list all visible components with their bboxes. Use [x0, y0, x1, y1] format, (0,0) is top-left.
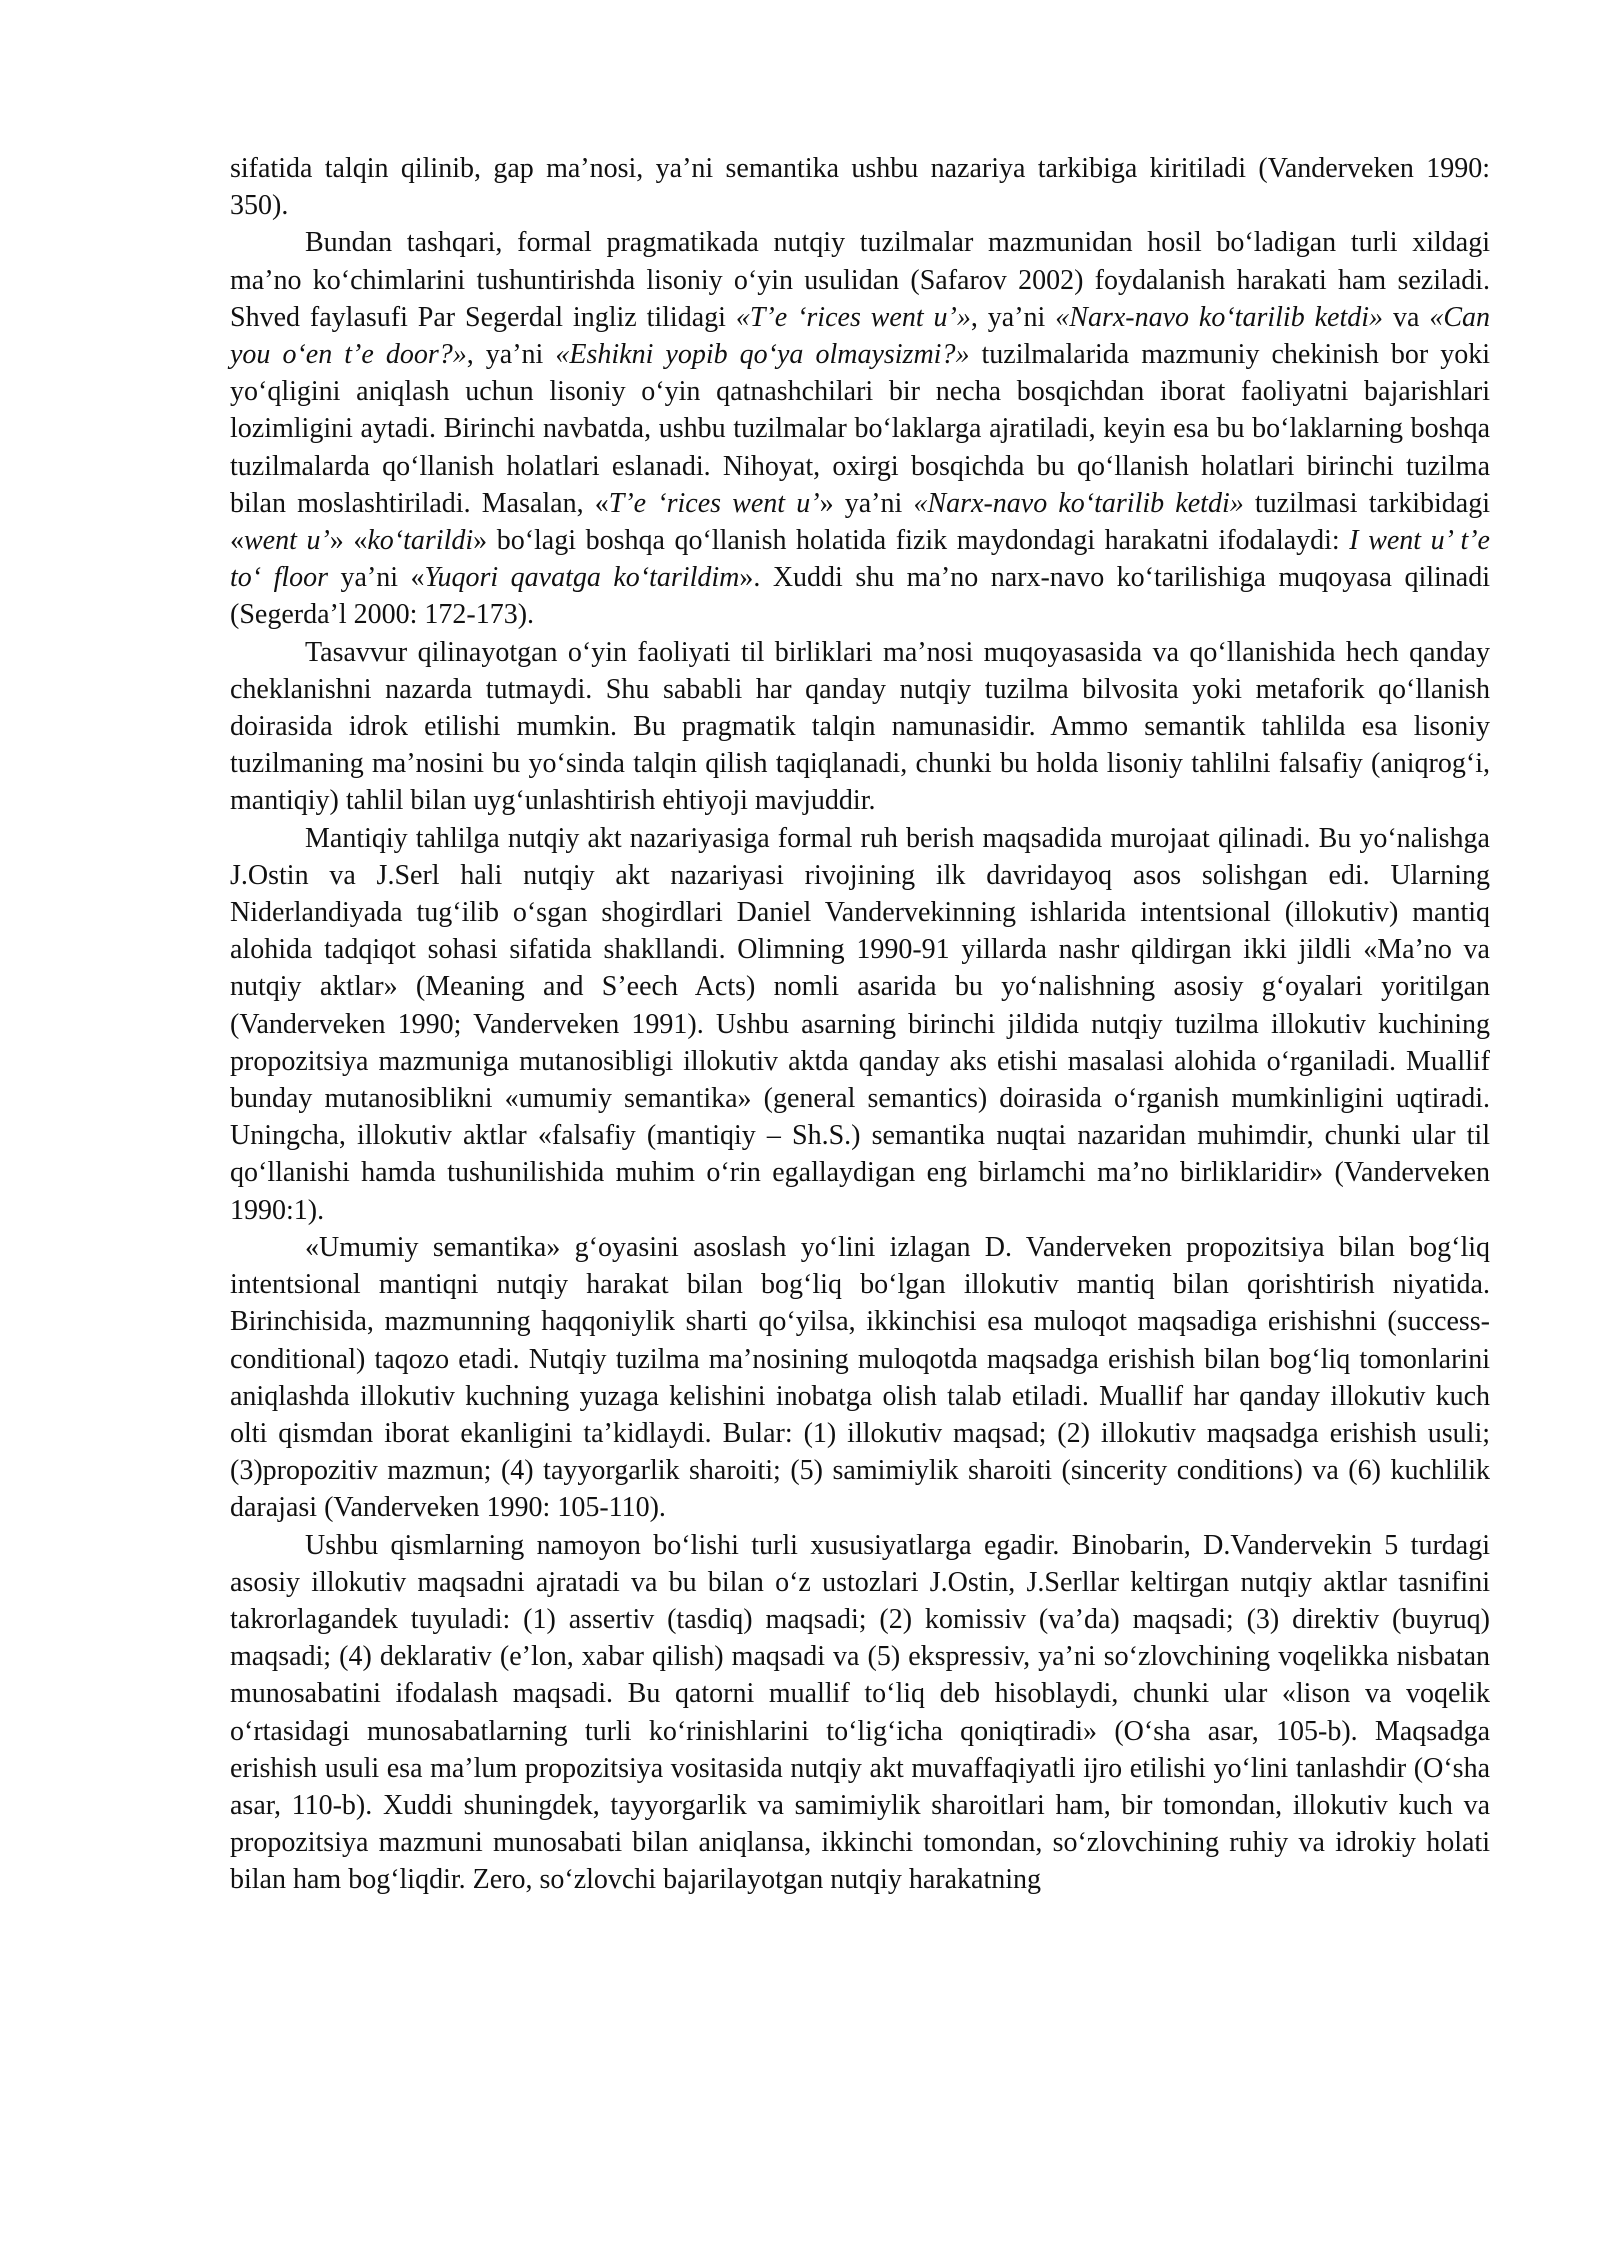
italic-quote: T’e ‘rices went u’	[608, 487, 820, 519]
text-run: Ushbu qismlarning namoyon bo‘lishi turli xususiyatlarga egadir. Binobarin, D.Vandervekin 5 turdagi asosiy illokutiv maqsadni ajratadi va bu bilan o‘z ustozlari J.Ostin, J.Serllar keltirgan nutqiy aktlar tasnifini takrorlagandek tuyuladi: (1) assertiv (tasdiq) maqsadi; (2) komissiv (va’da) maqsadi; (3) direktiv (buyruq) maqsadi; (4) deklarativ (e’lon, xabar qilish) maqsadi va (5) ekspressiv, ya’ni so‘zlovchining voqelikka nisbatan munosabatini ifodalash maqsadi. Bu qatorni muallif to‘liq deb hisoblaydi, chunki ular «lison va voqelik o‘rtasidagi munosabatlarning turli ko‘rinishlarini to‘lig‘icha qoniqtiradi» (O‘sha asar, 105-b). Maqsadga erishish usuli esa ma’lum propozitsiya vositasida nutqiy akt muvaffaqiyatli ijro etilishi yo‘lini tanlashdir (O‘sha asar, 110-b). Xuddi shuningdek, tayyorgarlik va samimiylik sharoitlari ham, bir tomondan, illokutiv kuch va propozitsiya mazmuni munosabati bilan aniqlansa, ikkinchi tomondan, so‘zlovchining ruhiy va idrokiy holati bilan ham bog‘liqdir. Zero, so‘zlovchi bajarilayotgan nutqiy harakatning	[230, 1529, 1490, 1896]
text-run: tuzilmalarida mazmuniy chekinish bor yoki yo‘qligini aniqlash uchun lisoniy o‘yin qatnashchilari bir necha bosqichdan iborat faoliyatni bajarishlari lozimligini aytadi. Birinchi navbatda, ushbu tuzilmalar bo‘laklarga ajratiladi, keyin esa bu bo‘laklarning boshqa tuzilmalarda qo‘llanish holatlari eslanadi. Nihoyat, oxirgi bosqichda bu qo‘llanish holatlari birinchi tuzilma bilan moslashtiriladi. Masalan, «	[230, 339, 1491, 519]
text-run: ». Xuddi shu ma’no narx-navo ko‘tarilishiga muqoyasa qilinadi (Segerda’l 2000: 172-173).	[230, 562, 1490, 631]
italic-quote: «T’e ‘rices went u’»	[735, 301, 971, 333]
text-run: , ya’ni	[970, 301, 1056, 333]
italic-quote: I went u’ t’e to‘ floor	[230, 525, 1490, 594]
text-run: «Umumiy semantika» g‘oyasini asoslash yo‘lini izlagan D. Vanderveken propozitsiya bilan bog‘liq intentsional mantiqni nutqiy harakat bilan bog‘liq bo‘lgan illokutiv mantiq bilan qorishtirish niyatida. Birinchisida, mazmunning haqqoniylik sharti qo‘yilsa, ikkinchisi esa muloqot maqsadiga erishishni (success- conditional) taqozo etadi. Nutqiy tuzilma ma’nosining muloqotda maqsadga erishish bilan bog‘liq tomonlarini aniqlashda illokutiv kuchning yuzaga kelishini inobatga olish talab etiladi. Muallif har qanday illokutiv kuch olti qismdan iborat ekanligini ta’kidlaydi. Bular: (1) illokutiv maqsad; (2) illokutiv maqsadga erishish usuli; (3)propozitiv mazmun; (4) tayyorgarlik sharoiti; (5) samimiylik sharoiti (sincerity conditions) va (6) kuchlilik darajasi (Vanderveken 1990: 105-110).	[230, 1231, 1490, 1524]
italic-quote: «Can you o‘en t’e door?»	[230, 301, 1490, 371]
text-run: sifatida talqin qilinib, gap ma’nosi, ya’ni semantika ushbu nazariya tarkibiga kiritiladi (Vanderveken 1990: 350).	[230, 153, 1490, 222]
body-paragraph	[230, 150, 1490, 224]
italic-quote: Yuqori qavatga ko‘tarildim	[424, 562, 740, 594]
text-run: » ya’ni	[819, 487, 914, 519]
body-paragraph	[230, 1229, 1490, 1527]
italic-quote: ko‘tarildi	[367, 525, 474, 557]
italic-quote: «Narx-navo ko‘tarilib ketdi»	[1055, 301, 1384, 333]
text-run: va	[1383, 301, 1430, 333]
body-paragraph	[230, 634, 1490, 820]
text-run: tuzilmasi tarkibidagi «	[230, 487, 1490, 557]
body-paragraph	[230, 1527, 1490, 1899]
text-run: Mantiqiy tahlilga nutqiy akt nazariyasiga formal ruh berish maqsadida murojaat qilinadi. Bu yo‘nalishga J.Ostin va J.Serl hali nutqiy akt nazariyasi rivojining ilk davridayoq asos solishgan edi. Ularning Niderlandiyada tug‘ilib o‘sgan shogirdlari Daniel Vandervekinning ishlarida intentsional (illokutiv) mantiq alohida tadqiqot sohasi sifatida shakllandi. Olimning 1990-91 yillarda nashr qildirgan ikki jildli «Ma’no va nutqiy aktlar» (Meaning and S’eech Acts) nomli asarida bu yo‘nalishning asosiy g‘oyalari yoritilgan (Vanderveken 1990; Vanderveken 1991). Ushbu asarning birinchi jildida nutqiy tuzilma illokutiv kuchining propozitsiya mazmuniga mutanosibligi illokutiv aktda qanday aks etishi masalasi alohida o‘rganiladi. Muallif bunday mutanosiblikni «umumiy semantika» (general semantics) doirasida o‘rganish mumkinligini uqtiradi. Uningcha, illokutiv aktlar «falsafiy (mantiqiy – Sh.S.) semantika nuqtai nazaridan muhimdir, chunki ular til qo‘llanishi hamda tushunilishida muhim o‘rin egallaydigan eng birlamchi ma’no birliklaridir» (Vanderveken 1990:1).	[230, 822, 1490, 1226]
italic-quote: «Eshikni yopib qo‘ya olmaysizmi?»	[555, 339, 970, 371]
body-paragraph	[230, 820, 1490, 1229]
body-paragraph	[230, 224, 1490, 633]
text-run: Bundan tashqari, formal pragmatikada nutqiy tuzilmalar mazmunidan hosil bo‘ladigan turli xildagi ma’no ko‘chimlarini tushuntirishda lisoniy o‘yin usulidan (Safarov 2002) foydalanish harakati ham seziladi. Shved faylasufi Par Segerdal ingliz tilidagi	[230, 227, 1490, 333]
text-run: ya’ni «	[328, 562, 425, 594]
document-page	[230, 150, 1490, 1899]
text-run: Tasavvur qilinayotgan o‘yin faoliyati til birliklari ma’nosi muqoyasasida va qo‘llanishida hech qanday cheklanishni nazarda tutmaydi. Shu sababli har qanday nutqiy tuzilma bilvosita yoki metaforik qo‘llanish doirasida idrok etilishi mumkin. Bu pragmatik talqin namunasidir. Ammo semantik tahlilda esa lisoniy tuzilmaning ma’nosini bu yo‘sinda talqin qilish taqiqlanadi, chunki bu holda lisoniy tahlilni falsafiy (aniqrog‘i, mantiqiy) tahlil bilan uyg‘unlashtirish ehtiyoji mavjuddir.	[230, 636, 1490, 817]
italic-quote: «Narx-navo ko‘tarilib ketdi»	[913, 487, 1244, 519]
text-run: , ya’ni	[466, 339, 556, 371]
text-run: » bo‘lagi boshqa qo‘llanish holatida fizik maydondagi harakatni ifodalaydi:	[473, 525, 1350, 557]
text-run: » «	[329, 525, 368, 557]
italic-quote: went u’	[244, 525, 330, 557]
